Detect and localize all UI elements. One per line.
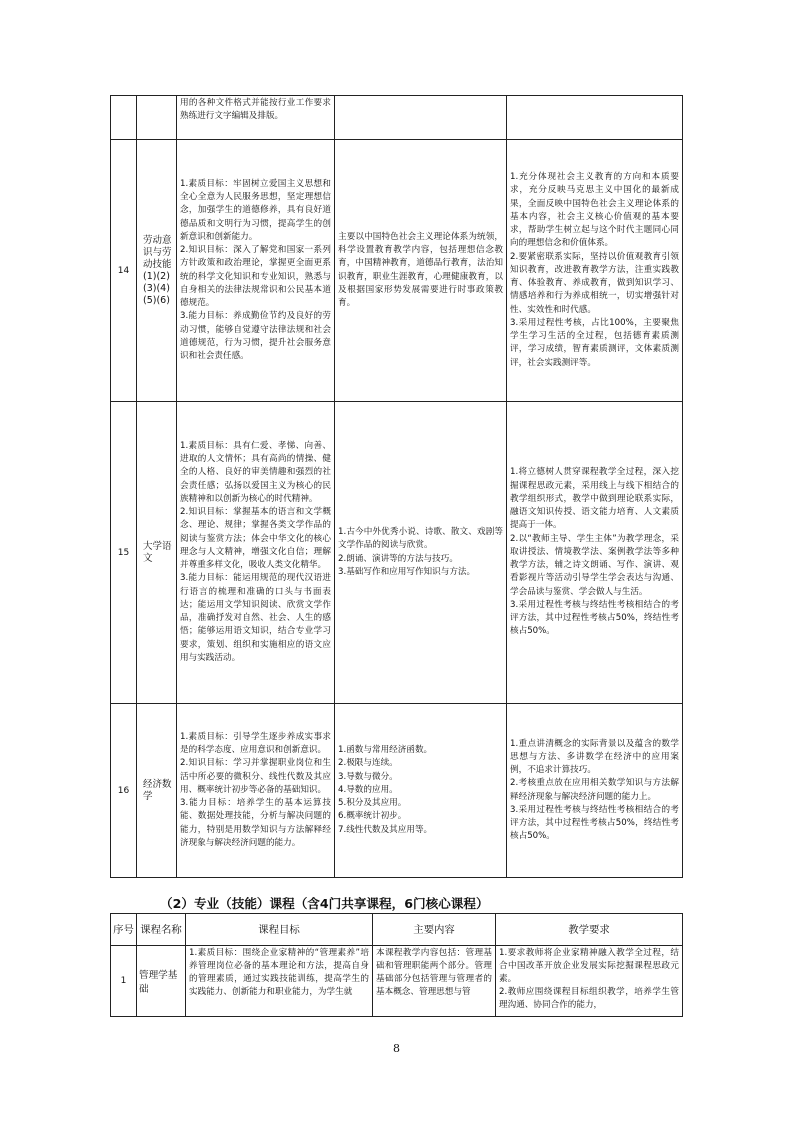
table-row bbox=[111, 96, 683, 140]
course-name: 管理学基础 bbox=[137, 946, 186, 1017]
course-number: 1 bbox=[111, 946, 137, 1017]
course-name bbox=[137, 96, 177, 140]
course-content bbox=[335, 96, 507, 140]
course-content: 1.函数与常用经济函数。 2.极限与连续。 3.导数与微分。 4.导数的应用。 5.积分及其应用。 6.概率统计初步。 7.线性代数及其应用等。 bbox=[338, 745, 433, 835]
table-header-row bbox=[111, 914, 683, 946]
course-goals: 1.素质目标：牢固树立爱国主义思想和全心全意为人民服务思想，坚定理想信念，加强学生的道德修养，具有良好道德品质和文明行为习惯，提高学生的创新意识和创新能力。 2.知识目标：深入了解党和国家一系列方针政策和政治理论，掌握更全面更系统的科学文化知识和专业知识，熟悉与自身相关的法律法规常识和公民基本道德规范。 3.能力目标：养成勤俭节约及良好的劳动习惯，能够自觉遵守法律法规和社会道德规范，行为习惯，提升社会服务意识和社会责任感。 bbox=[180, 178, 331, 361]
course-number: 15 bbox=[111, 402, 137, 704]
column-header-no: 序号 bbox=[111, 914, 137, 946]
section-heading: （2）专业（技能）课程（含4门共享课程，6门核心课程） bbox=[160, 896, 489, 911]
course-number bbox=[111, 96, 137, 140]
table-row bbox=[111, 704, 683, 878]
course-requirements bbox=[507, 96, 683, 140]
table-row bbox=[111, 946, 683, 1017]
professional-courses-table bbox=[110, 913, 683, 1017]
course-number: 14 bbox=[111, 140, 137, 402]
course-goals: 1.素质目标：具有仁爱、孝悌、向善、进取的人文情怀；具有高尚的情操、健全的人格、良好的审美情趣和强烈的社会责任感；弘扬以爱国主义为核心的民族精神和以创新为核心的时代精神。 2.知识目标：掌握基本的语言和文学概念、理论、规律；掌握各类文学作品的阅读与鉴赏方法；体会中华文化的核心理念与人文精神，增强文化自信；理解并尊重多样文化，吸收人类文化精华。 3.能力目标：能运用规范的现代汉语进行语言的梳理和准确的口头与书面表达；能运用文学知识阅读、欣赏文学作品，准确抒发对自然、社会、人生的感悟；能够运用语文知识，结合专业学习要求，策划、组织和实施相应的语文应用与实践活动。 bbox=[180, 440, 331, 663]
page-number: 8 bbox=[393, 1042, 400, 1055]
course-goals: 用的各种文件格式并能按行业工作要求熟练进行文字编辑及排版。 bbox=[180, 98, 331, 122]
course-content: 本课程教学内容包括：管理基础和管理职能两个部分。管理基础部分包括管理与管理者的基本概念、管理思想与管 bbox=[373, 946, 496, 1017]
column-header-content: 主要内容 bbox=[373, 914, 496, 946]
course-content: 主要以中国特色社会主义理论体系为统领，科学设置教育教学内容，包括理想信念教育，中国精神教育，道德品行教育，法治知识教育，职业生涯教育，心理健康教育，以及根据国家形势发展需要进行时事政策教育。 bbox=[338, 231, 503, 308]
table-row bbox=[111, 140, 683, 402]
course-number: 16 bbox=[111, 704, 137, 878]
column-header-goals: 课程目标 bbox=[186, 914, 373, 946]
course-content: 1.古今中外优秀小说、诗歌、散文、戏剧等文学作品的阅读与欣赏。 2.朗诵、演讲等的方法与技巧。 3.基础写作和应用写作知识与方法。 bbox=[338, 527, 503, 577]
column-header-requirements: 教学要求 bbox=[496, 914, 683, 946]
course-requirements: 1.重点讲清概念的实际背景以及蕴含的数学思想与方法、多讲数学在经济中的应用案例，不追求计算技巧。 2.考核重点放在应用相关数学知识与方法解释经济现象与解决经济问题的能力上。 3.采用过程性考核与终结性考核相结合的考评方法，其中过程性考核占50%，终结性考核占50%。 bbox=[510, 738, 679, 842]
general-courses-table bbox=[110, 95, 683, 878]
course-name: 经济数学 bbox=[137, 704, 177, 878]
course-requirements: 1.将立德树人贯穿课程教学全过程，深入挖掘课程思政元素，采用线上与线下相结合的教学组织形式，教学中做到理论联系实际，融语文知识传授、语文能力培育、人文素质提高于一体。 2.以“教师主导、学生主体”为教学理念，采取讲授法、情境教学法、案例教学法等多种教学方法，辅之诗文朗诵、写作、演讲、观看影视片等活动引导学生学会表达与沟通、学会品读与鉴赏、学会做人与生活。 3.采用过程性考核与终结性考核相结合的考评方法，其中过程性考核占50%，终结性考核占50%。 bbox=[510, 467, 679, 637]
course-goals: 1.素质目标：围绕企业家精神的“管理素养”培养管理岗位必备的基本理论和方法，提高自身的管理素质，通过实践技能训练，提高学生的实践能力、创新能力和职业能力，为学生就 bbox=[186, 946, 373, 1017]
course-goals: 1.素质目标：引导学生逐步养成实事求是的科学态度、应用意识和创新意识。 2.知识目标：学习并掌握职业岗位和生活中所必要的微积分、线性代数及其应用、概率统计初步等必备的基础知识。 3.能力目标：培养学生的基本运算技能、数据处理技能，分析与解决问题的能力，特别是用数学知识与方法解释经济现象与解决经济问题的能力。 bbox=[180, 731, 331, 848]
column-header-name: 课程名称 bbox=[137, 914, 186, 946]
course-requirements: 1.充分体现社会主义教育的方向和本质要求，充分反映马克思主义中国化的最新成果，全面反映中国特色社会主义理论体系的基本内容，社会主义核心价值观的基本要求，帮助学生树立起与这个时代主题同心同向的理想信念和价值体系。 2.要紧密联系实际，坚持以价值观教育引领知识教育，改进教育教学方法，注重实践教育、体验教育、养成教育，做到知识学习、情感培养和行为养成相统一，切实增强针对性、实效性和时代感。 3.采用过程性考核，占比100%，主要聚焦学生学习生活的全过程，包括德育素质测评，学习成绩，智育素质测评，文体素质测评，社会实践测评等。 bbox=[510, 172, 679, 368]
table-row bbox=[111, 402, 683, 704]
course-name: 大学语文 bbox=[137, 402, 177, 704]
course-requirements: 1.要求教师将企业家精神融入教学全过程，结合中国改革开放企业发展实际挖掘课程思政元素。 2.教师应围绕课程目标组织教学，培养学生管理沟通、协同合作的能力， bbox=[499, 948, 679, 1010]
course-name: 劳动意识与劳动技能(1)(2)(3)(4)(5)(6) bbox=[137, 140, 177, 402]
